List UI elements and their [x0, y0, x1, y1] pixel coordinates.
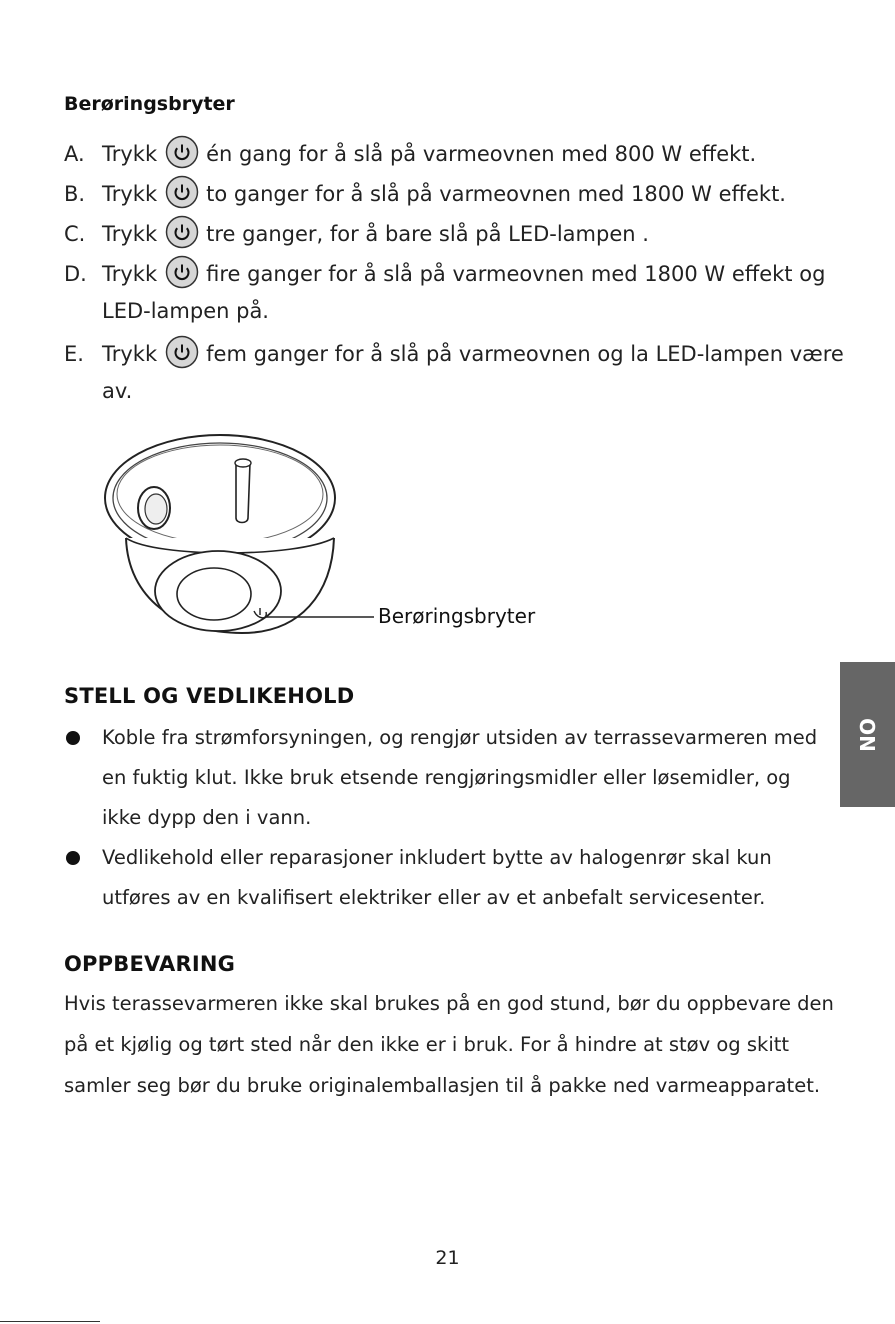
step-pre: Trykk: [102, 262, 158, 286]
step-text: to ganger for å slå på varmeovnen med 1800 W effekt.: [206, 182, 786, 206]
step-c: [64, 218, 649, 252]
step-pre: Trykk: [102, 182, 158, 206]
language-tab-label: NO: [855, 717, 880, 752]
step-letter: C.: [64, 222, 86, 246]
step-pre: Trykk: [102, 222, 158, 246]
step-text: fem ganger for å slå på varmeovnen og la LED-lampen være: [206, 342, 844, 366]
page-number: 21: [435, 1247, 460, 1269]
care-bullet-1-line-2: en fuktig klut. Ikke bruk etsende rengjøringsmidler eller løsemidler, og: [102, 766, 791, 789]
power-icon: [165, 215, 199, 249]
touch-switch-label: Berøringsbryter: [378, 604, 536, 628]
step-letter: A.: [64, 142, 85, 166]
step-pre: Trykk: [102, 142, 158, 166]
step-b: [64, 178, 786, 212]
step-text: tre ganger, for å bare slå på LED-lampen .: [206, 222, 649, 246]
step-d-continuation: LED-lampen på.: [102, 299, 269, 323]
step-e-continuation: av.: [102, 379, 133, 403]
step-letter: B.: [64, 182, 86, 206]
power-icon: [165, 255, 199, 289]
care-bullet-1-line-3: ikke dypp den i vann.: [102, 806, 312, 829]
bullet-dot: [66, 851, 80, 865]
storage-heading: OPPBEVARING: [64, 952, 236, 976]
footnote-divider: [0, 1321, 100, 1322]
language-tab: [840, 662, 895, 807]
step-text: én gang for å slå på varmeovnen med 800 W effekt.: [206, 142, 757, 166]
step-letter: D.: [64, 262, 87, 286]
step-pre: Trykk: [102, 342, 158, 366]
care-bullet-1-line-1: Koble fra strømforsyningen, og rengjør utsiden av terrassevarmeren med: [102, 726, 818, 749]
step-text: fire ganger for å slå på varmeovnen med 1800 W effekt og: [206, 262, 826, 286]
touch-switch-heading: Berøringsbryter: [64, 93, 235, 115]
power-icon: [165, 135, 199, 169]
step-d: [64, 258, 825, 292]
care-heading: STELL OG VEDLIKEHOLD: [64, 684, 355, 708]
step-a: [64, 138, 756, 172]
power-icon: [165, 335, 199, 369]
care-bullet-2-line-1: Vedlikehold eller reparasjoner inkludert bytte av halogenrør skal kun: [102, 846, 772, 869]
care-bullet-2-line-2: utføres av en kvalifisert elektriker eller av et anbefalt servicesenter.: [102, 886, 766, 909]
storage-line-1: Hvis terassevarmeren ikke skal brukes på en god stund, bør du oppbevare den: [64, 992, 834, 1015]
step-letter: E.: [64, 342, 84, 366]
bullet-dot: [66, 731, 80, 745]
step-e: [64, 338, 844, 372]
storage-line-3: samler seg bør du bruke originalemballasjen til å pakke ned varmeapparatet.: [64, 1074, 821, 1097]
storage-line-2: på et kjølig og tørt sted når den ikke er i bruk. For å hindre at støv og skitt: [64, 1033, 790, 1056]
power-icon: [165, 175, 199, 209]
